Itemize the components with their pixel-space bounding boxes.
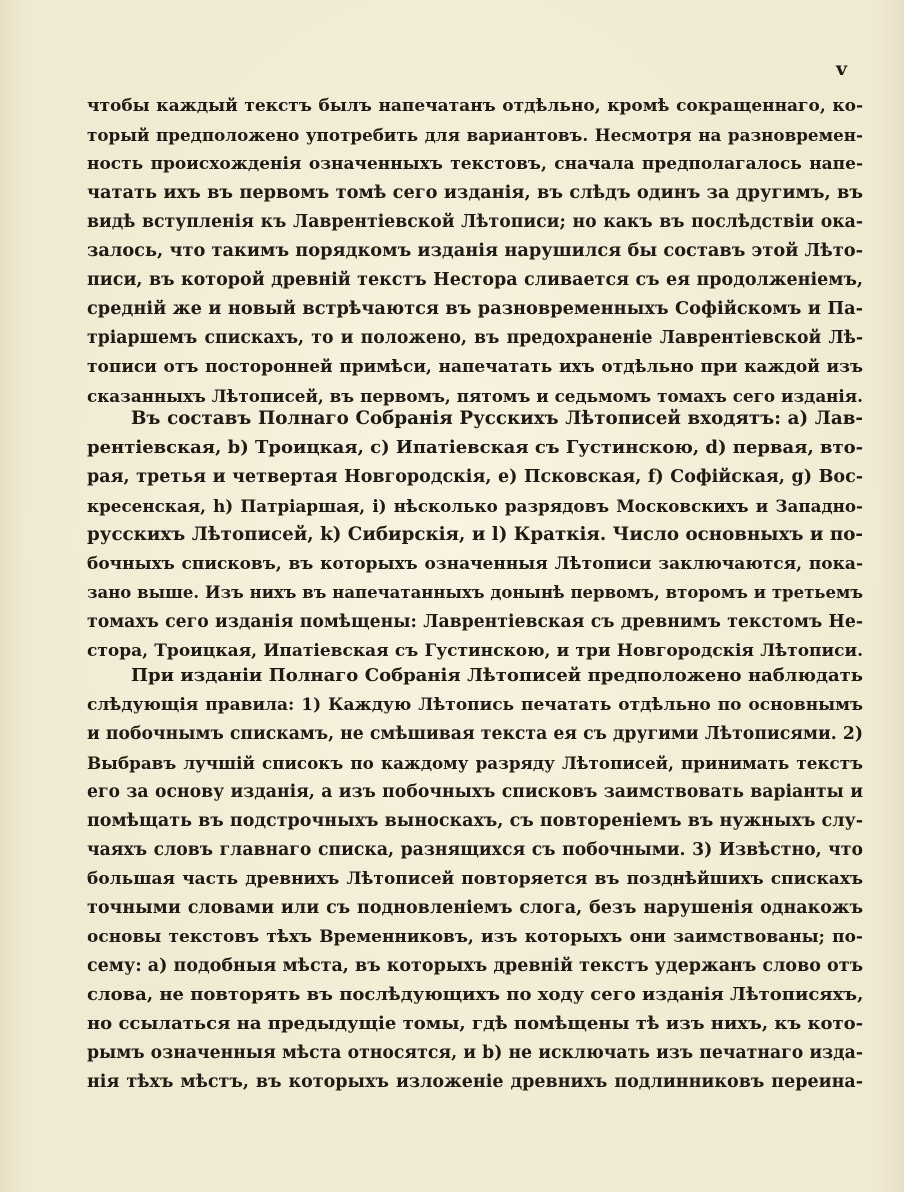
text-line: тріаршемъ спискахъ, то и положено, въ предохраненіе Лаврентіевской Лѣ- [87, 328, 863, 348]
text-line: помѣщать въ подстрочныхъ выноскахъ, съ повтореніемъ въ нужныхъ слу- [87, 811, 863, 831]
text-line: чтобы каждый текстъ былъ напечатанъ отдѣльно, кромѣ сокращеннаго, ко- [87, 96, 863, 116]
text-line: рентіевская, b) Троицкая, c) Ипатіевская съ Густинскою, d) первая, вто- [87, 437, 863, 458]
text-line: писи, въ которой древній текстъ Нестора сливается съ ея продолженіемъ, [87, 270, 863, 290]
paragraph-first-line: Въ составъ Полнаго Собранія Русскихъ Лѣтописей входятъ: a) Лав- [131, 408, 863, 429]
text-line: нія тѣхъ мѣстъ, въ которыхъ изложеніе древнихъ подлинниковъ переина- [87, 1072, 863, 1092]
text-line: ность происхожденія означенныхъ текстовъ, сначала предполагалось напе- [87, 154, 863, 174]
text-line: залось, что такимъ порядкомъ изданія нарушился бы составъ этой Лѣто- [87, 240, 863, 261]
text-line: средній же и новый встрѣчаются въ разновременныхъ Софійскомъ и Па- [87, 298, 863, 319]
paragraph-first-line: При изданіи Полнаго Собранія Лѣтописей предположено наблюдать [131, 665, 863, 686]
text-line: слѣдующія правила: 1) Каждую Лѣтопись печатать отдѣльно по основнымъ [87, 695, 863, 715]
text-line: большая часть древнихъ Лѣтописей повторяется въ позднѣйшихъ спискахъ [87, 869, 863, 889]
text-line: точными словами или съ подновленіемъ слога, безъ нарушенія однакожъ [87, 898, 863, 918]
text-line: сему: a) подобныя мѣста, въ которыхъ древній текстъ удержанъ слово отъ [87, 956, 863, 976]
text-line: торый предположено употребить для вариантовъ. Несмотря на разновремен- [87, 125, 863, 145]
text-line: Выбравъ лучшій списокъ по каждому разряду Лѣтописей, принимать текстъ [87, 753, 863, 773]
text-line: чатать ихъ въ первомъ томѣ сего изданія, въ слѣдъ одинъ за другимъ, въ [87, 182, 863, 203]
text-line: кресенская, h) Патріаршая, i) нѣсколько разрядовъ Московскихъ и Западно- [87, 496, 863, 516]
text-line: тописи отъ посторонней примѣси, напечатать ихъ отдѣльно при каждой изъ [87, 357, 863, 377]
text-line: бочныхъ списковъ, въ которыхъ означенныя Лѣтописи заключаются, пока- [87, 554, 863, 574]
text-line: видѣ вступленія къ Лаврентіевской Лѣтописи; но какъ въ послѣдствіи ока- [87, 212, 863, 232]
text-line: русскихъ Лѣтописей, k) Сибирскія, и l) Краткія. Число основныхъ и по- [87, 524, 863, 545]
text-line: его за основу изданія, а изъ побочныхъ списковъ заимствовать варіанты и [87, 782, 863, 802]
text-line: и побочнымъ спискамъ, не смѣшивая текста ея съ другими Лѣтописями. 2) [87, 724, 863, 744]
text-line: чаяхъ словъ главнаго списка, разнящихся съ побочными. 3) Извѣстно, что [87, 840, 863, 860]
text-line: стора, Троицкая, Ипатіевская съ Густинскою, и три Новгородскія Лѣтописи. [87, 641, 863, 661]
text-line: сказанныхъ Лѣтописей, въ первомъ, пятомъ и седьмомъ томахъ сего изданія. [87, 386, 863, 406]
text-line: томахъ сего изданія помѣщены: Лаврентіевская съ древнимъ текстомъ Не- [87, 612, 863, 632]
text-line: рая, третья и четвертая Новгородскія, e) Псковская, f) Софійская, g) Вос- [87, 467, 863, 487]
text-line: зано выше. Изъ нихъ въ напечатанныхъ донынѣ первомъ, второмъ и третьемъ [87, 583, 863, 602]
text-line: основы текстовъ тѣхъ Временниковъ, изъ которыхъ они заимствованы; по- [87, 927, 863, 947]
page-number: v [836, 58, 848, 80]
text-line: рымъ означенныя мѣста относятся, и b) не исключать изъ печатнаго изда- [87, 1043, 863, 1063]
text-line: но ссылаться на предыдущіе томы, гдѣ помѣщены тѣ изъ нихъ, къ кото- [87, 1013, 863, 1034]
text-line: слова, не повторять въ послѣдующихъ по ходу сего изданія Лѣтописяхъ, [87, 984, 863, 1005]
